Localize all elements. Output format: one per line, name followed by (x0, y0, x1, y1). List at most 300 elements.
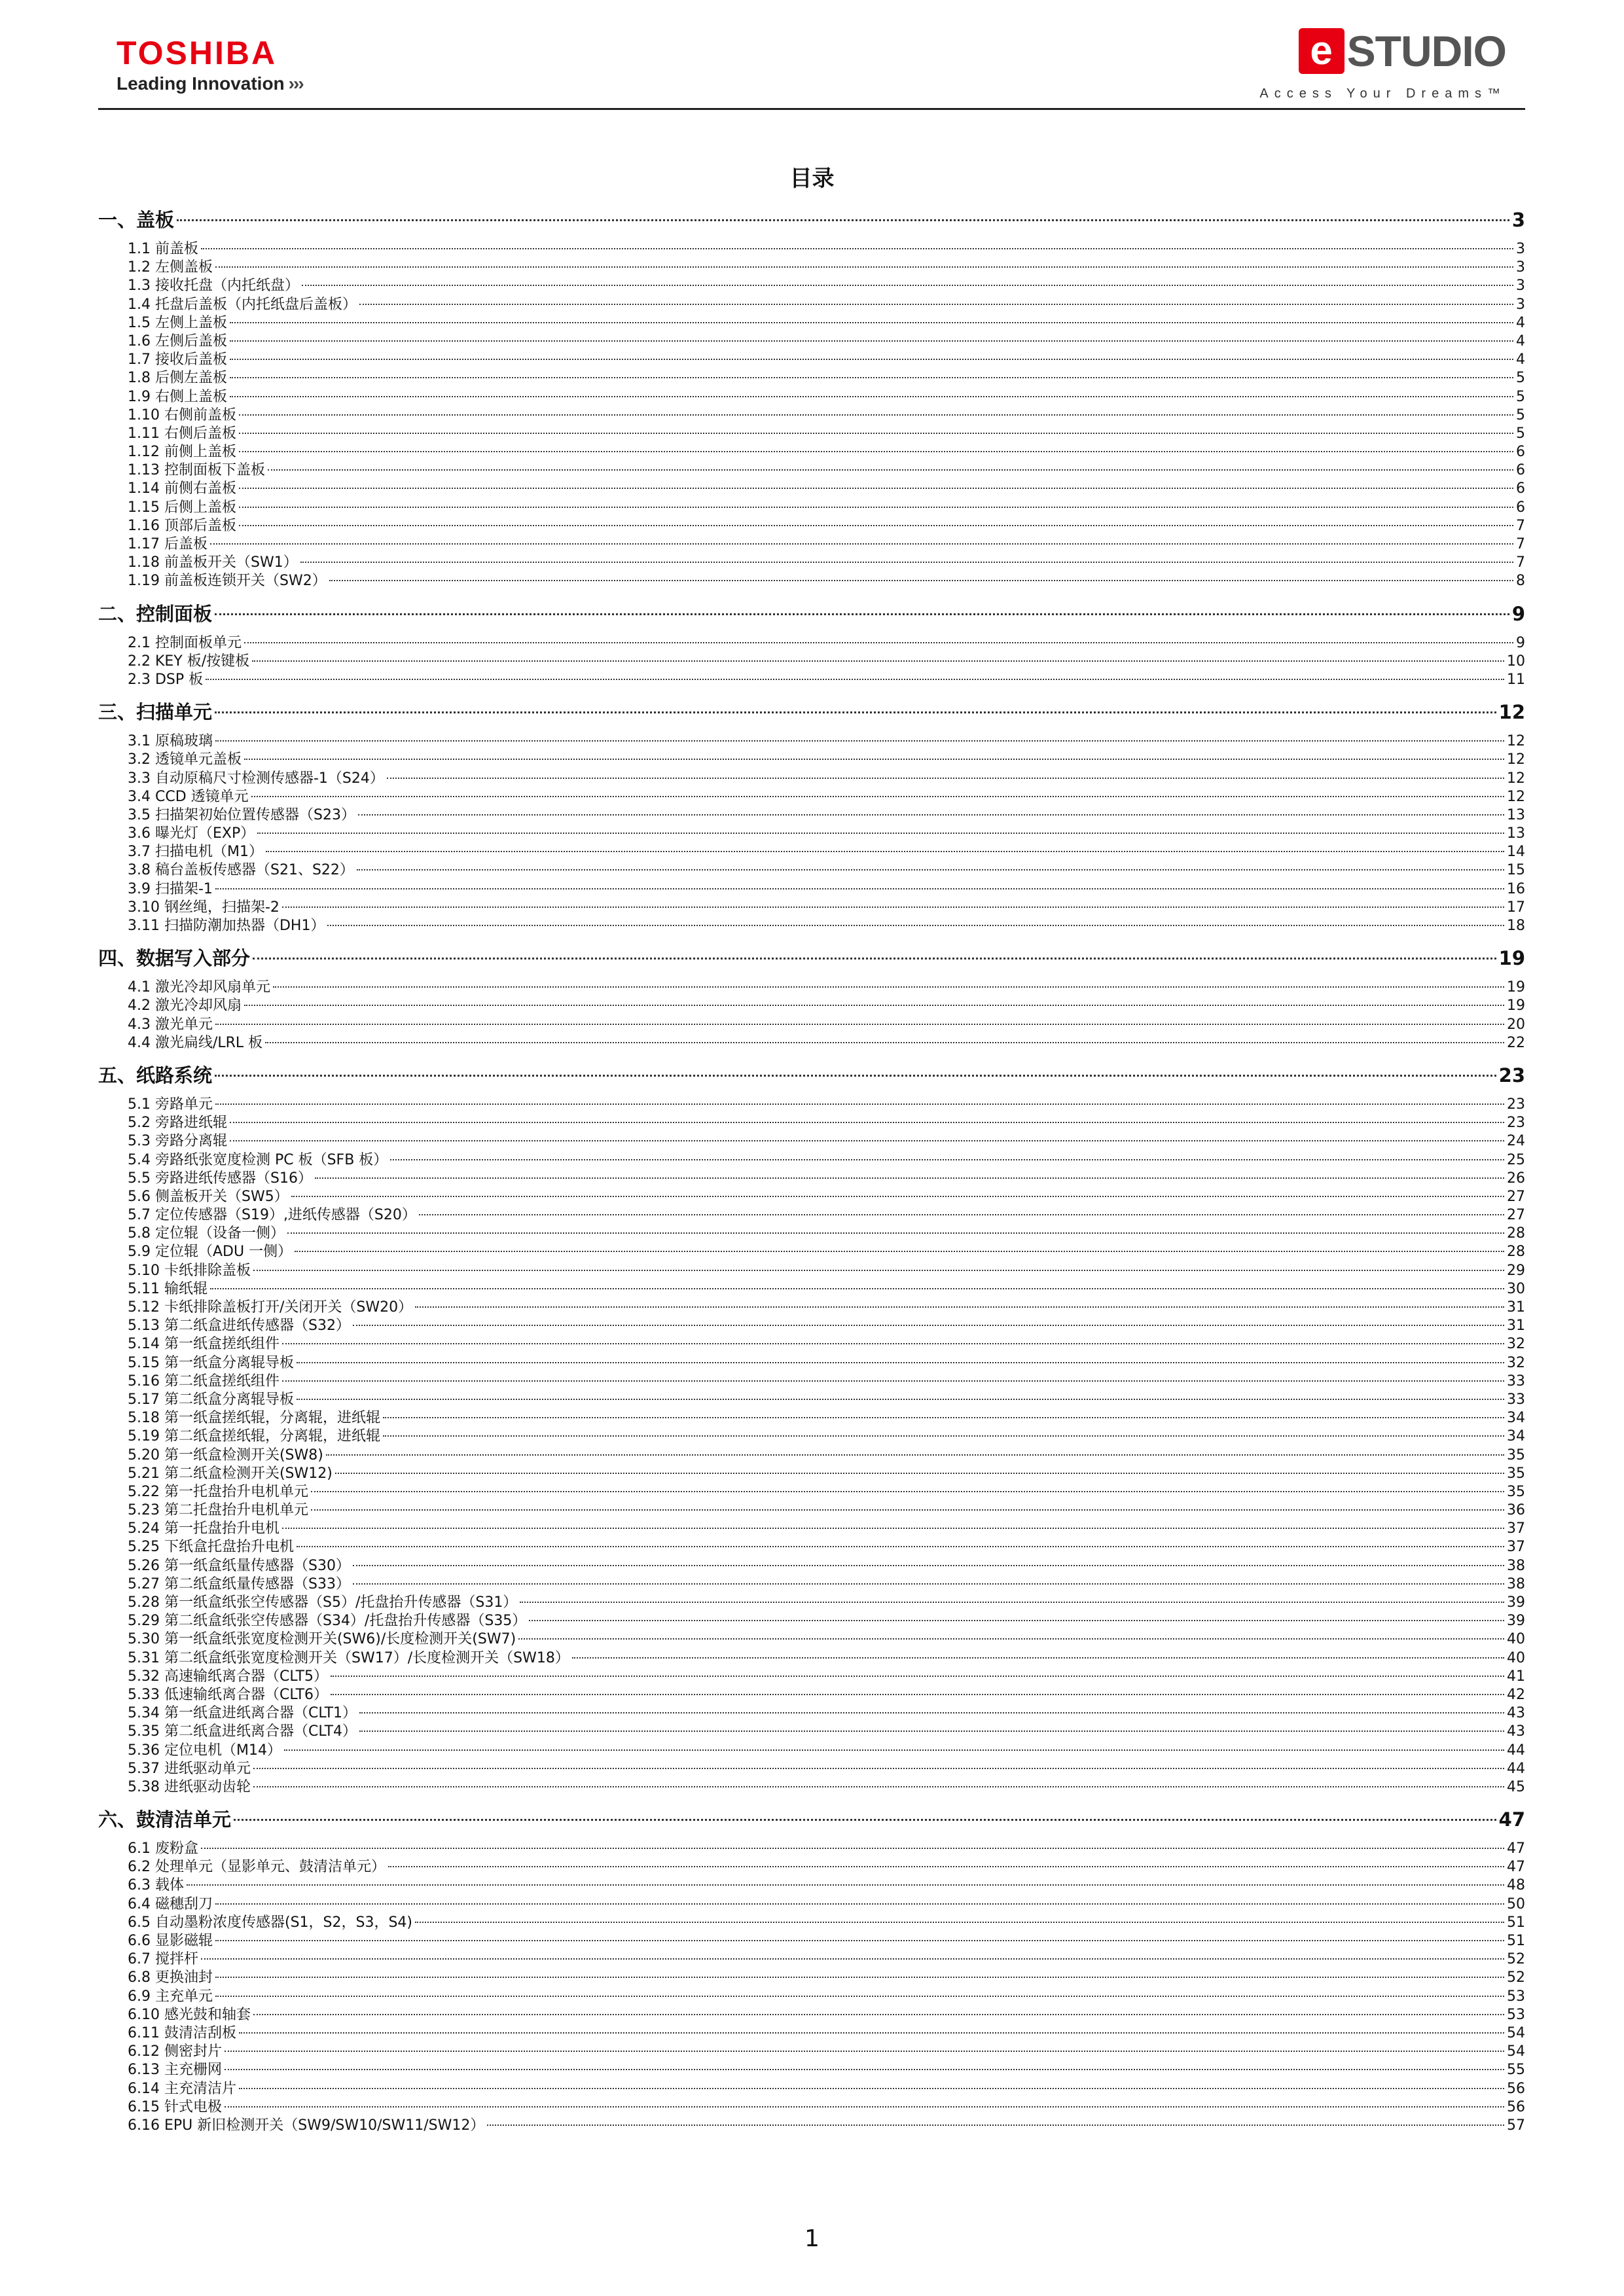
toc-item-entry[interactable] (98, 825, 1525, 843)
toc-title: 目录 (789, 166, 835, 192)
toc-item-entry[interactable] (98, 1914, 1525, 1932)
toc-item-page: 40 (1507, 1649, 1525, 1666)
toc-item-title: 6.1 废粉盒 (128, 1840, 198, 1857)
toc-item-entry[interactable] (98, 1016, 1525, 1034)
toc-item-title: 6.8 更换油封 (128, 1969, 213, 1986)
toc-item-title: 1.12 前侧上盖板 (128, 444, 236, 461)
estudio-e-mark-icon: e (1299, 28, 1344, 74)
dot-leader (244, 642, 1513, 643)
toc-chapter-page: 3 (1511, 209, 1525, 231)
dot-leader (244, 1005, 1504, 1006)
dot-leader (291, 1196, 1504, 1197)
toc-item-page: 43 (1507, 1705, 1525, 1722)
toc-item-title: 5.32 高速输纸离合器（CLT5） (128, 1668, 329, 1685)
toc-item-entry[interactable] (98, 806, 1525, 825)
toc-item-page: 4 (1516, 351, 1525, 368)
toc-item-title: 1.4 托盘后盖板（内托纸盘后盖板） (128, 296, 357, 313)
toc-item-entry[interactable] (98, 1778, 1525, 1797)
toc-item-page: 3 (1516, 296, 1525, 313)
toc-item-page: 37 (1507, 1539, 1525, 1556)
toc-item-title: 3.4 CCD 透镜单元 (128, 788, 249, 805)
dot-leader (215, 1075, 1496, 1077)
toc-item-page: 18 (1507, 918, 1525, 934)
toc-item-entry[interactable] (98, 1465, 1525, 1483)
dot-leader (390, 1159, 1504, 1160)
toc-item-title: 5.34 第一纸盒进纸离合器（CLT1） (128, 1705, 357, 1722)
toc-item-title: 5.33 低速输纸离合器（CLT6） (128, 1686, 329, 1703)
toc-item-page: 34 (1507, 1410, 1525, 1427)
dot-leader (297, 1399, 1504, 1400)
dot-leader (487, 2125, 1504, 2126)
header-divider (98, 108, 1525, 110)
toc-item-page: 12 (1507, 770, 1525, 787)
toc-chapter-title: 五、纸路系统 (98, 1064, 213, 1086)
toc-chapter-title: 四、数据写入部分 (98, 947, 251, 970)
toc-item-page: 44 (1507, 1742, 1525, 1759)
toc-item-title: 5.1 旁路单元 (128, 1096, 213, 1113)
toc-item-entry[interactable] (98, 1594, 1525, 1612)
toc-item-entry[interactable] (98, 770, 1525, 788)
toc-item-title: 5.2 旁路进纸辊 (128, 1115, 227, 1132)
toc-item-title: 5.29 第二纸盒纸张空传感器（S34）/托盘抬升传感器（S35） (128, 1613, 527, 1630)
toc-item-title: 5.36 定位电机（M14） (128, 1742, 281, 1759)
toc-item-title: 2.2 KEY 板/按键板 (128, 653, 250, 670)
toc-item-entry[interactable] (98, 572, 1525, 590)
dot-leader (230, 377, 1513, 378)
toc-item-page: 30 (1507, 1280, 1525, 1297)
toc-item-title: 6.15 针式电极 (128, 2098, 222, 2115)
toc-item-page: 50 (1507, 1895, 1525, 1912)
toc-item-entry[interactable] (98, 732, 1525, 751)
toc-item-entry[interactable] (98, 1538, 1525, 1556)
dot-leader (295, 1251, 1504, 1252)
toc-item-page: 52 (1507, 1951, 1525, 1968)
toc-item-entry[interactable] (98, 461, 1525, 480)
dot-leader (239, 488, 1513, 489)
dot-leader (415, 1306, 1504, 1308)
toc-item-entry[interactable] (98, 1575, 1525, 1594)
toc-item-page: 56 (1507, 2080, 1525, 2097)
toc-item-entry[interactable] (98, 1225, 1525, 1243)
dot-leader (215, 1977, 1504, 1978)
toc-item-page: 6 (1516, 444, 1525, 461)
toc-item-page: 38 (1507, 1575, 1525, 1592)
toc-item-title: 5.11 输纸辊 (128, 1280, 208, 1297)
toc-chapter-title: 二、控制面板 (98, 602, 213, 625)
toc-item-page: 6 (1516, 462, 1525, 479)
toc-item-entry[interactable] (98, 1372, 1525, 1391)
toc-item-page: 19 (1507, 979, 1525, 996)
toc-item-entry[interactable] (98, 1132, 1525, 1151)
table-of-contents (98, 206, 1525, 2135)
dot-leader (210, 543, 1513, 545)
toc-item-title: 4.1 激光冷却风扇单元 (128, 979, 270, 996)
toc-item-page: 38 (1507, 1557, 1525, 1574)
toc-item-entry[interactable] (98, 1483, 1525, 1501)
dot-leader (353, 1583, 1504, 1585)
toc-item-entry[interactable] (98, 653, 1525, 671)
toc-item-title: 2.1 控制面板单元 (128, 634, 242, 651)
toc-item-entry[interactable] (98, 499, 1525, 517)
toc-item-page: 47 (1507, 1859, 1525, 1876)
dot-leader (253, 958, 1496, 960)
dot-leader (419, 1214, 1504, 1215)
toc-item-title: 5.10 卡纸排除盖板 (128, 1262, 251, 1279)
dot-leader (253, 1768, 1504, 1769)
toc-item-title: 5.30 第一纸盒纸张宽度检测开关(SW6)/长度检测开关(SW7) (128, 1631, 516, 1648)
toc-item-page: 5 (1516, 370, 1525, 387)
toc-item-entry[interactable] (98, 1243, 1525, 1261)
toshiba-logo: TOSHIBA (117, 35, 278, 71)
toc-chapter-entry[interactable] (98, 698, 1525, 726)
toc-item-page: 12 (1507, 788, 1525, 805)
toc-item-page: 26 (1507, 1170, 1525, 1187)
toc-item-entry[interactable] (98, 861, 1525, 880)
toc-chapter-entry[interactable] (98, 944, 1525, 972)
toc-item-title: 5.13 第二纸盒进纸传感器（S32） (128, 1318, 350, 1335)
page-number: 1 (804, 2225, 820, 2252)
toc-item-title: 5.7 定位传感器（S19）,进纸传感器（S20） (128, 1207, 416, 1224)
toc-item-title: 5.6 侧盖板开关（SW5） (128, 1188, 289, 1205)
toc-item-page: 5 (1516, 406, 1525, 423)
toc-item-entry[interactable] (98, 751, 1525, 769)
toc-item-entry[interactable] (98, 1840, 1525, 1858)
toc-item-entry[interactable] (98, 1649, 1525, 1668)
toc-item-page: 12 (1507, 751, 1525, 768)
toc-item-page: 4 (1516, 314, 1525, 331)
toc-item-title: 5.19 第二纸盒搓纸辊，分离辊，进纸辊 (128, 1428, 380, 1445)
toc-item-title: 6.9 主充单元 (128, 1988, 213, 2005)
dot-leader (244, 759, 1504, 760)
dot-leader (311, 1491, 1504, 1492)
toc-item-page: 3 (1516, 278, 1525, 295)
toc-item-title: 5.27 第二纸盒纸量传感器（S33） (128, 1575, 350, 1592)
toc-item-entry[interactable] (98, 1317, 1525, 1335)
toc-item-entry[interactable] (98, 1876, 1525, 1895)
toc-item-entry[interactable] (98, 2098, 1525, 2117)
toc-item-title: 5.12 卡纸排除盖板打开/关闭开关（SW20） (128, 1299, 413, 1316)
toc-item-title: 3.9 扫描架-1 (128, 880, 213, 897)
toc-item-page: 33 (1507, 1391, 1525, 1408)
dot-leader (287, 1232, 1504, 1234)
toc-item-title: 6.11 鼓清洁刮板 (128, 2024, 236, 2041)
toc-item-title: 5.21 第二纸盒检测开关(SW12) (128, 1465, 333, 1482)
toc-item-page: 28 (1507, 1225, 1525, 1242)
dot-leader (257, 833, 1504, 834)
dot-leader (215, 1940, 1504, 1941)
toc-item-entry[interactable] (98, 843, 1525, 861)
toc-item-page: 39 (1507, 1613, 1525, 1630)
toc-item-title: 5.22 第一托盘抬升电机单元 (128, 1483, 308, 1500)
dot-leader (239, 433, 1513, 434)
toc-item-page: 53 (1507, 2006, 1525, 2023)
toc-chapter-entry[interactable] (98, 600, 1525, 628)
tagline-arrows-icon: ››› (288, 73, 303, 94)
dot-leader (359, 1712, 1504, 1713)
dot-leader (187, 1884, 1504, 1886)
dot-leader (230, 340, 1513, 342)
toc-item-entry[interactable] (98, 1206, 1525, 1225)
dot-leader (387, 778, 1504, 779)
toc-chapter-title: 六、鼓清洁单元 (98, 1808, 232, 1831)
toc-item-page: 53 (1507, 1988, 1525, 2005)
toc-item-page: 40 (1507, 1631, 1525, 1648)
dot-leader (252, 660, 1504, 662)
toc-item-page: 54 (1507, 2024, 1525, 2041)
toc-item-title: 5.8 定位辊（设备一侧） (128, 1225, 285, 1242)
dot-leader (253, 1270, 1504, 1271)
toc-item-entry[interactable] (98, 917, 1525, 935)
toc-item-entry[interactable] (98, 369, 1525, 387)
toc-item-page: 5 (1516, 425, 1525, 442)
toc-item-entry[interactable] (98, 1280, 1525, 1299)
toc-item-entry[interactable] (98, 1686, 1525, 1704)
toc-item-entry[interactable] (98, 1760, 1525, 1778)
toc-item-entry[interactable] (98, 480, 1525, 498)
dot-leader (253, 1786, 1504, 1787)
dot-leader (297, 1546, 1504, 1547)
toc-item-title: 1.10 右侧前盖板 (128, 406, 236, 423)
toc-item-title: 5.9 定位辊（ADU 一侧） (128, 1244, 293, 1261)
toc-item-entry[interactable] (98, 1409, 1525, 1427)
toc-item-title: 4.4 激光扁线/LRL 板 (128, 1034, 263, 1051)
toc-item-page: 14 (1507, 844, 1525, 861)
toc-item-page: 11 (1507, 671, 1525, 688)
toc-item-entry[interactable] (98, 2080, 1525, 2098)
dot-leader (206, 679, 1504, 680)
dot-leader (518, 1638, 1504, 1640)
toc-item-entry[interactable] (98, 2006, 1525, 2024)
toc-item-entry[interactable] (98, 1704, 1525, 1723)
toc-item-title: 5.31 第二纸盒纸张宽度检测开关（SW17）/长度检测开关（SW18） (128, 1649, 569, 1666)
dot-leader (572, 1657, 1504, 1659)
toc-item-title: 1.1 前盖板 (128, 241, 198, 257)
dot-leader (311, 1509, 1504, 1511)
toc-item-page: 6 (1516, 480, 1525, 497)
toc-item-title: 3.6 曝光灯（EXP） (128, 825, 255, 842)
toc-item-entry[interactable] (98, 1950, 1525, 1969)
toc-item-entry[interactable] (98, 1170, 1525, 1188)
toc-item-entry[interactable] (98, 788, 1525, 806)
toc-item-title: 5.24 第一托盘抬升电机 (128, 1520, 280, 1537)
toc-item-entry[interactable] (98, 2043, 1525, 2061)
toc-item-page: 51 (1507, 1933, 1525, 1949)
toc-item-entry[interactable] (98, 1354, 1525, 1372)
toc-chapter-page: 9 (1511, 602, 1525, 625)
toc-item-entry[interactable] (98, 1742, 1525, 1760)
dot-leader (529, 1620, 1504, 1621)
toc-item-entry[interactable] (98, 634, 1525, 653)
toc-item-title: 3.5 扫描架初始位置传感器（S23） (128, 806, 355, 823)
toc-item-title: 5.38 进纸驱动齿轮 (128, 1778, 251, 1795)
toc-item-entry[interactable] (98, 1520, 1525, 1538)
toc-item-title: 1.15 后侧上盖板 (128, 499, 236, 516)
dot-leader (359, 1731, 1504, 1732)
toc-item-title: 4.3 激光单元 (128, 1016, 213, 1033)
dot-leader (239, 451, 1513, 452)
toc-item-page: 20 (1507, 1016, 1525, 1033)
dot-leader (265, 1042, 1504, 1043)
toc-chapter-title: 三、扫描单元 (98, 701, 213, 724)
toc-item-entry[interactable] (98, 1096, 1525, 1114)
dot-leader (230, 396, 1513, 397)
toc-item-entry[interactable] (98, 1895, 1525, 1914)
toc-item-entry[interactable] (98, 406, 1525, 425)
toc-item-entry[interactable] (98, 1932, 1525, 1950)
toc-item-page: 35 (1507, 1483, 1525, 1500)
dot-leader (230, 359, 1513, 360)
toc-item-entry[interactable] (98, 978, 1525, 997)
dot-leader (353, 1565, 1504, 1566)
toc-item-entry[interactable] (98, 1630, 1525, 1649)
toc-item-entry[interactable] (98, 997, 1525, 1015)
toc-item-page: 27 (1507, 1188, 1525, 1205)
toc-item-entry[interactable] (98, 1335, 1525, 1354)
toc-item-page: 57 (1507, 2117, 1525, 2134)
dot-leader (383, 1417, 1504, 1418)
toc-item-page: 35 (1507, 1446, 1525, 1463)
toc-item-page: 48 (1507, 1877, 1525, 1894)
toc-item-title: 5.15 第一纸盒分离辊导板 (128, 1354, 294, 1371)
toc-item-page: 17 (1507, 899, 1525, 916)
dot-leader (177, 219, 1509, 221)
toc-chapter-entry[interactable] (98, 206, 1525, 234)
toc-item-entry[interactable] (98, 1858, 1525, 1876)
toc-item-entry[interactable] (98, 1391, 1525, 1409)
toc-item-page: 43 (1507, 1723, 1525, 1740)
toc-item-title: 3.1 原稿玻璃 (128, 733, 213, 750)
toc-item-entry[interactable] (98, 1188, 1525, 1206)
toc-item-entry[interactable] (98, 425, 1525, 443)
dot-leader (326, 1454, 1504, 1456)
toc-item-entry[interactable] (98, 1557, 1525, 1575)
toc-item-entry[interactable] (98, 1988, 1525, 2006)
dot-leader (201, 1848, 1504, 1849)
toc-item-title: 5.3 旁路分离辊 (128, 1133, 227, 1150)
toc-item-entry[interactable] (98, 259, 1525, 277)
toc-item-page: 7 (1516, 554, 1525, 571)
dot-leader (358, 814, 1504, 816)
toc-item-title: 3.2 透镜单元盖板 (128, 751, 242, 768)
toshiba-tagline (117, 73, 303, 94)
toc-item-title: 5.26 第一纸盒纸量传感器（S30） (128, 1557, 350, 1574)
dot-leader (215, 1996, 1504, 1997)
toc-item-entry[interactable] (98, 554, 1525, 572)
toc-item-entry[interactable] (98, 296, 1525, 314)
toc-item-title: 1.7 接收后盖板 (128, 351, 227, 368)
toc-item-title: 1.8 后侧左盖板 (128, 370, 227, 387)
dot-leader (225, 2069, 1504, 2070)
dot-leader (300, 562, 1513, 563)
toc-item-title: 1.11 右侧后盖板 (128, 425, 236, 442)
dot-leader (215, 888, 1504, 889)
toc-item-entry[interactable] (98, 332, 1525, 351)
toc-item-entry[interactable] (98, 517, 1525, 535)
toc-item-title: 5.20 第一纸盒检测开关(SW8) (128, 1446, 323, 1463)
toc-item-entry[interactable] (98, 1723, 1525, 1741)
dot-leader (282, 906, 1504, 908)
toc-item-page: 51 (1507, 1914, 1525, 1931)
toc-item-entry[interactable] (98, 1299, 1525, 1317)
dot-leader (201, 1958, 1504, 1960)
toc-chapter-entry[interactable] (98, 1806, 1525, 1833)
toc-item-entry[interactable] (98, 1427, 1525, 1446)
toc-item-entry[interactable] (98, 240, 1525, 259)
toc-item-page: 7 (1516, 536, 1525, 552)
dot-leader (215, 613, 1509, 615)
toc-item-page: 3 (1516, 241, 1525, 257)
toc-item-entry[interactable] (98, 314, 1525, 332)
dot-leader (359, 304, 1513, 305)
toc-item-entry[interactable] (98, 1668, 1525, 1686)
toc-item-page: 52 (1507, 1969, 1525, 1986)
toc-item-entry[interactable] (98, 1501, 1525, 1520)
dot-leader (230, 322, 1513, 323)
toc-item-page: 32 (1507, 1354, 1525, 1371)
toc-item-entry[interactable] (98, 2061, 1525, 2079)
toc-item-entry[interactable] (98, 443, 1525, 461)
toc-item-title: 1.18 前盖板开关（SW1） (128, 554, 298, 571)
toc-item-title: 3.7 扫描电机（M1） (128, 844, 263, 861)
toc-item-page: 47 (1507, 1840, 1525, 1857)
toc-item-entry[interactable] (98, 880, 1525, 899)
toc-item-entry[interactable] (98, 1446, 1525, 1465)
toc-item-entry[interactable] (98, 535, 1525, 554)
toc-item-page: 54 (1507, 2043, 1525, 2060)
toc-item-entry[interactable] (98, 2024, 1525, 2043)
dot-leader (239, 414, 1513, 416)
toc-item-entry[interactable] (98, 1612, 1525, 1630)
toc-item-title: 6.13 主充栅网 (128, 2062, 222, 2079)
dot-leader (297, 1362, 1504, 1363)
toc-item-title: 6.2 处理单元（显影单元、鼓清洁单元） (128, 1859, 386, 1876)
toc-item-entry[interactable] (98, 1034, 1525, 1052)
toc-chapter-page: 12 (1498, 701, 1525, 724)
toc-item-title: 2.3 DSP 板 (128, 671, 204, 688)
toc-item-page: 34 (1507, 1428, 1525, 1445)
toc-item-entry[interactable] (98, 2117, 1525, 2135)
toc-item-title: 5.5 旁路进纸传感器（S16） (128, 1170, 312, 1187)
toc-item-page: 10 (1507, 653, 1525, 670)
toc-item-title: 1.9 右侧上盖板 (128, 388, 227, 405)
toc-chapter-entry[interactable] (98, 1062, 1525, 1089)
toc-item-title: 1.14 前侧右盖板 (128, 480, 236, 497)
toc-item-entry[interactable] (98, 277, 1525, 295)
dot-leader (284, 1749, 1504, 1751)
toc-item-title: 6.14 主充清洁片 (128, 2080, 236, 2097)
toc-item-title: 6.12 侧密封片 (128, 2043, 222, 2060)
toc-item-page: 28 (1507, 1244, 1525, 1261)
toc-item-page: 8 (1516, 573, 1525, 590)
toc-item-entry[interactable] (98, 1151, 1525, 1170)
toc-item-entry[interactable] (98, 1969, 1525, 1987)
toc-item-entry[interactable] (98, 351, 1525, 369)
dot-leader (201, 248, 1513, 249)
dot-leader (239, 2032, 1504, 2034)
toc-item-title: 5.23 第二托盘抬升电机单元 (128, 1502, 308, 1519)
toc-item-entry[interactable] (98, 388, 1525, 406)
toc-chapter-page: 23 (1498, 1064, 1525, 1086)
toc-item-entry[interactable] (98, 671, 1525, 689)
toc-item-entry[interactable] (98, 899, 1525, 917)
toc-item-page: 23 (1507, 1115, 1525, 1132)
toc-item-entry[interactable] (98, 1114, 1525, 1132)
toc-item-title: 3.10 钢丝绳，扫描架-2 (128, 899, 280, 916)
toc-item-page: 24 (1507, 1133, 1525, 1150)
toc-item-entry[interactable] (98, 1262, 1525, 1280)
toc-item-page: 32 (1507, 1336, 1525, 1353)
toc-item-title: 5.18 第一纸盒搓纸辊，分离辊，进纸辊 (128, 1410, 380, 1427)
